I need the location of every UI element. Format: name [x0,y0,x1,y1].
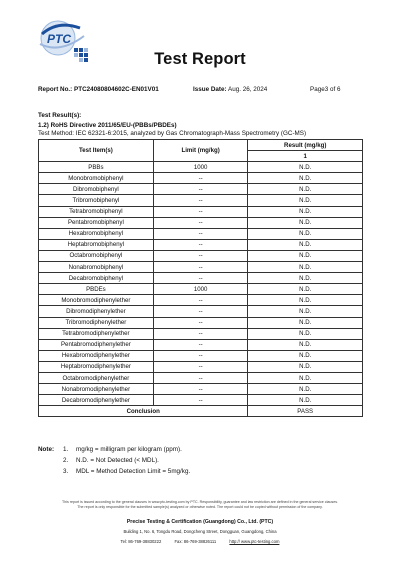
table-row [39,217,363,228]
cell-limit: -- [153,195,248,206]
cell-item: Octabromobiphenyl [39,250,154,261]
cell-result: N.D. [248,162,363,173]
cell-item: Heptabromodiphenylether [39,361,154,372]
cell-limit: -- [153,295,248,306]
cell-item: Dibromodiphenylether [39,306,154,317]
table-row [39,317,363,328]
issue-date [193,86,267,93]
table-row [39,328,363,339]
table-row [39,206,363,217]
cell-limit: -- [153,206,248,217]
cell-result: N.D. [248,306,363,317]
cell-limit: -- [153,184,248,195]
col-header-result: Result (mg/kg) [248,140,363,151]
cell-limit: 1000 [153,162,248,173]
table-row [39,250,363,261]
cell-result: N.D. [248,384,363,395]
cell-result: N.D. [248,206,363,217]
page-number: Page3 of 6 [310,86,341,93]
cell-limit: -- [153,372,248,383]
footer-website-link[interactable]: http:// www.ptc-testing.com [229,539,280,544]
cell-result: N.D. [248,295,363,306]
results-table [38,139,363,417]
cell-result: N.D. [248,195,363,206]
cell-item: PBBs [39,162,154,173]
notes-label: Note: [38,446,55,453]
report-title: Test Report [154,50,246,68]
table-row [39,239,363,250]
table-row [39,295,363,306]
table-row [39,184,363,195]
table-row [39,262,363,273]
table-row [39,273,363,284]
note-item [63,468,190,475]
cell-item: Tribromodiphenylether [39,317,154,328]
conclusion-value: PASS [248,406,363,417]
results-body [39,162,363,406]
cell-item: Monobromodiphenylether [39,295,154,306]
table-row [39,350,363,361]
cell-result: N.D. [248,317,363,328]
report-number [38,86,159,93]
issue-date-value: Aug. 26, 2024 [228,86,268,93]
footer-tel: Tel: 86-769-38830222 [120,539,162,544]
cell-item: Decabromodiphenylether [39,395,154,406]
test-method: Test Method: IEC 62321-6:2015, analyzed by Gas Chromatograph-Mass Spectrometry (GC-MS) [38,130,307,137]
cell-result: N.D. [248,173,363,184]
cell-result: N.D. [248,339,363,350]
cell-item: Dibromobiphenyl [39,184,154,195]
cell-limit: -- [153,217,248,228]
table-row [39,162,363,173]
cell-limit: 1000 [153,284,248,295]
cell-result: N.D. [248,395,363,406]
table-row [39,306,363,317]
cell-item: PBDEs [39,284,154,295]
note-item [63,446,182,453]
cell-result: N.D. [248,228,363,239]
footer-company: Precise Testing & Certification (Guangdong) Co., Ltd. (PTC) [126,519,274,525]
note-text: MDL = Method Detection Limit = 5mg/kg. [76,468,191,475]
cell-item: Monobromobiphenyl [39,173,154,184]
cell-limit: -- [153,228,248,239]
note-text: N.D. = Not Detected (< MDL). [76,457,159,464]
cell-limit: -- [153,262,248,273]
note-text: mg/kg = milligram per kilogram (ppm). [76,446,182,453]
cell-item: Decabromobiphenyl [39,273,154,284]
cell-item: Tribromobiphenyl [39,195,154,206]
cell-result: N.D. [248,328,363,339]
cell-item: Tetrabromobiphenyl [39,206,154,217]
table-row [39,173,363,184]
table-row [39,384,363,395]
table-row [39,195,363,206]
cell-item: Pentabromobiphenyl [39,217,154,228]
report-number-label: Report No.: [38,86,73,93]
cell-limit: -- [153,317,248,328]
cell-item: Pentabromodiphenylether [39,339,154,350]
cell-item: Hexabromodiphenylether [39,350,154,361]
footer-disclaimer: This report is issued according to the general clauses in www.ptc-testing.com by PTC. Responsibility, guarantee and law restriction are defined in the general service clauses. The report is only responsible for the submitted sample(s) analyzed or otherwise noted. The report could not be copied without permission of the company. [62,500,338,509]
col-header-limit: Limit (mg/kg) [153,140,248,162]
table-row [39,284,363,295]
note-number: 2. [63,457,69,464]
logo-text: PTC [47,32,71,46]
cell-limit: -- [153,350,248,361]
cell-item: Tetrabromodiphenylether [39,328,154,339]
conclusion-row [39,406,363,417]
cell-result: N.D. [248,284,363,295]
cell-item: Heptabromobiphenyl [39,239,154,250]
cell-limit: -- [153,384,248,395]
cell-result: N.D. [248,217,363,228]
conclusion-label: Conclusion [39,406,248,417]
table-row [39,361,363,372]
table-row [39,395,363,406]
cell-result: N.D. [248,239,363,250]
footer-contacts [0,539,400,544]
cell-item: Nonabromodiphenylether [39,384,154,395]
cell-limit: -- [153,239,248,250]
note-item [63,457,159,464]
report-number-value: PTC24080804602C-EN01V01 [74,86,159,93]
note-number: 1. [63,446,69,453]
cell-result: N.D. [248,184,363,195]
cell-result: N.D. [248,262,363,273]
table-row [39,228,363,239]
col-header-sample: 1 [248,151,363,162]
cell-item: Hexabromobiphenyl [39,228,154,239]
issue-date-label: Issue Date: [193,86,227,93]
cell-result: N.D. [248,273,363,284]
cell-limit: -- [153,273,248,284]
cell-limit: -- [153,395,248,406]
cell-item: Nonabromobiphenyl [39,262,154,273]
table-row [39,372,363,383]
cell-limit: -- [153,328,248,339]
note-number: 3. [63,468,69,475]
cell-result: N.D. [248,350,363,361]
footer-fax: Fax: 86-769-38826111 [174,539,217,544]
cell-limit: -- [153,173,248,184]
cell-limit: -- [153,361,248,372]
cell-limit: -- [153,339,248,350]
cell-result: N.D. [248,250,363,261]
cell-item: Octabromodiphenylether [39,372,154,383]
item-heading: 1.2) RoHS Directive 2011/65/EU-(PBBs/PBDEs) [38,122,177,129]
footer-address: Building 1, No. 6, Tongdu Road, Dongcheng Street, Dongguan, Guangdong, China [123,529,277,534]
col-header-item: Test Item(s) [39,140,154,162]
cell-result: N.D. [248,361,363,372]
result-heading: Test Result(s): [38,112,82,119]
cell-limit: -- [153,250,248,261]
cell-result: N.D. [248,372,363,383]
cell-limit: -- [153,306,248,317]
table-row [39,339,363,350]
